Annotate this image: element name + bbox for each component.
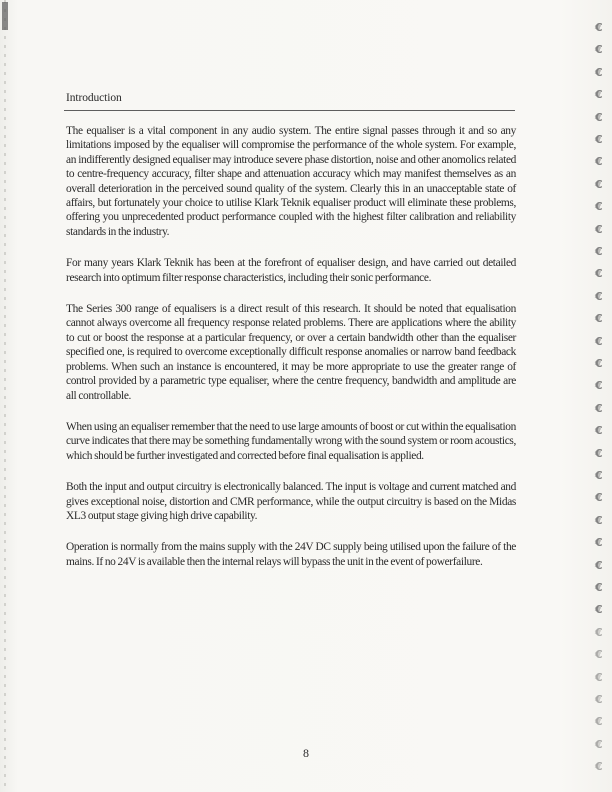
binding-hole-icon: € [595, 65, 603, 79]
section-title: Introduction [66, 92, 122, 104]
paragraph: The Series 300 range of equalisers is a direct result of this research. It should be noted that equalisation cannot always overcome all frequency response related problems. There are applications where the ability to cut or boost the response at a particular frequency, or over a certain bandwidth other than the equaliser specified one, is required to overcome exceptionally difficult response anomalies or narrow band feedback problems. When such an instance is encountered, it may be more appropriate to use the greater range of control provided by a parametric type equaliser, where the centre frequency, bandwidth and amplitude are all controllable. [66, 303, 516, 402]
binding-hole-icon: € [595, 133, 603, 146]
binding-hole-icon: € [595, 312, 603, 326]
body-text [66, 124, 516, 586]
binding-hole-icon: € [595, 536, 603, 550]
binding-hole-icon: € [595, 446, 603, 460]
binding-hole-icon: € [595, 177, 603, 191]
binding-hole-icon: € [595, 21, 603, 34]
paragraph: Operation is normally from the mains supply with the 24V DC supply being utilised upon the failure of the mains. If no 24V is available then the internal relays will bypass the unit in the event of powerfailure. [66, 541, 516, 568]
binding-hole-icon: € [595, 693, 603, 706]
binding-holes [588, 22, 606, 792]
binding-hole-icon: € [595, 715, 603, 729]
binding-hole-icon: € [595, 245, 603, 258]
paragraph: When using an equaliser remember that the need to use large amounts of boost or cut within the equalisation curve indicates that there may be something fundamentally wrong with the sound system or room acoustics, which should be further investigated and corrected before final equalisation is applied. [66, 420, 516, 462]
scan-edge [4, 0, 6, 792]
binding-hole-icon: € [595, 670, 603, 684]
binding-hole-icon: € [595, 110, 603, 124]
binding-hole-icon: € [595, 424, 603, 438]
binding-hole-icon: € [595, 603, 603, 617]
binding-hole-icon: € [595, 267, 603, 281]
paragraph: Both the input and output circuitry is electronically balanced. The input is voltage and current matched and gives exceptional noise, distortion and CMR performance, while the output circuitry is based on the Midas XL3 output stage giving high drive capability. [66, 481, 516, 522]
binding-hole-icon: € [595, 357, 603, 370]
binding-hole-icon: € [595, 334, 603, 348]
binding-hole-icon: € [595, 401, 603, 415]
binding-hole-icon: € [595, 513, 603, 527]
binding-hole-icon: € [595, 379, 603, 393]
binding-hole-icon: € [595, 43, 603, 57]
binding-hole-icon: € [595, 289, 603, 303]
page-number: 8 [303, 746, 309, 760]
binding-hole-icon: € [595, 581, 603, 594]
binding-hole-icon: € [595, 222, 603, 236]
binding-hole-icon: € [595, 469, 603, 482]
binding-hole-icon: € [595, 648, 603, 662]
paragraph: For many years Klark Teknik has been at the forefront of equaliser design, and have carried out detailed research into optimum filter response characteristics, including their sonic performance. [66, 257, 516, 284]
binding-hole-icon: € [595, 200, 603, 214]
binding-hole-icon: € [595, 737, 603, 751]
title-rule [64, 110, 515, 111]
binding-hole-icon: € [595, 88, 603, 102]
scan-edge-mark [2, 2, 8, 30]
binding-hole-icon: € [595, 558, 603, 572]
binding-hole-icon: € [595, 625, 603, 639]
binding-hole-icon: € [595, 155, 603, 169]
paragraph: The equaliser is a vital component in any audio system. The entire signal passes through it and so any limitations imposed by the equaliser will compromise the performance of the whole system. For example, an indifferently designed equaliser may introduce severe phase distortion, noise and other anomolics related to centre-frequency accuracy, filter shape and attenuation accuracy which may manifest themselves as an overall deterioration in the perceived sound quality of the system. Clearly this in an unacceptable state of affairs, but fortunately your choice to utilise Klark Teknik equaliser product will eliminate these problems, offering you unprecedented product performance coupled with the highest filter calibration and reliability standards in the industry. [66, 125, 516, 238]
binding-hole-icon: € [595, 760, 603, 774]
binding-hole-icon: € [595, 491, 603, 505]
